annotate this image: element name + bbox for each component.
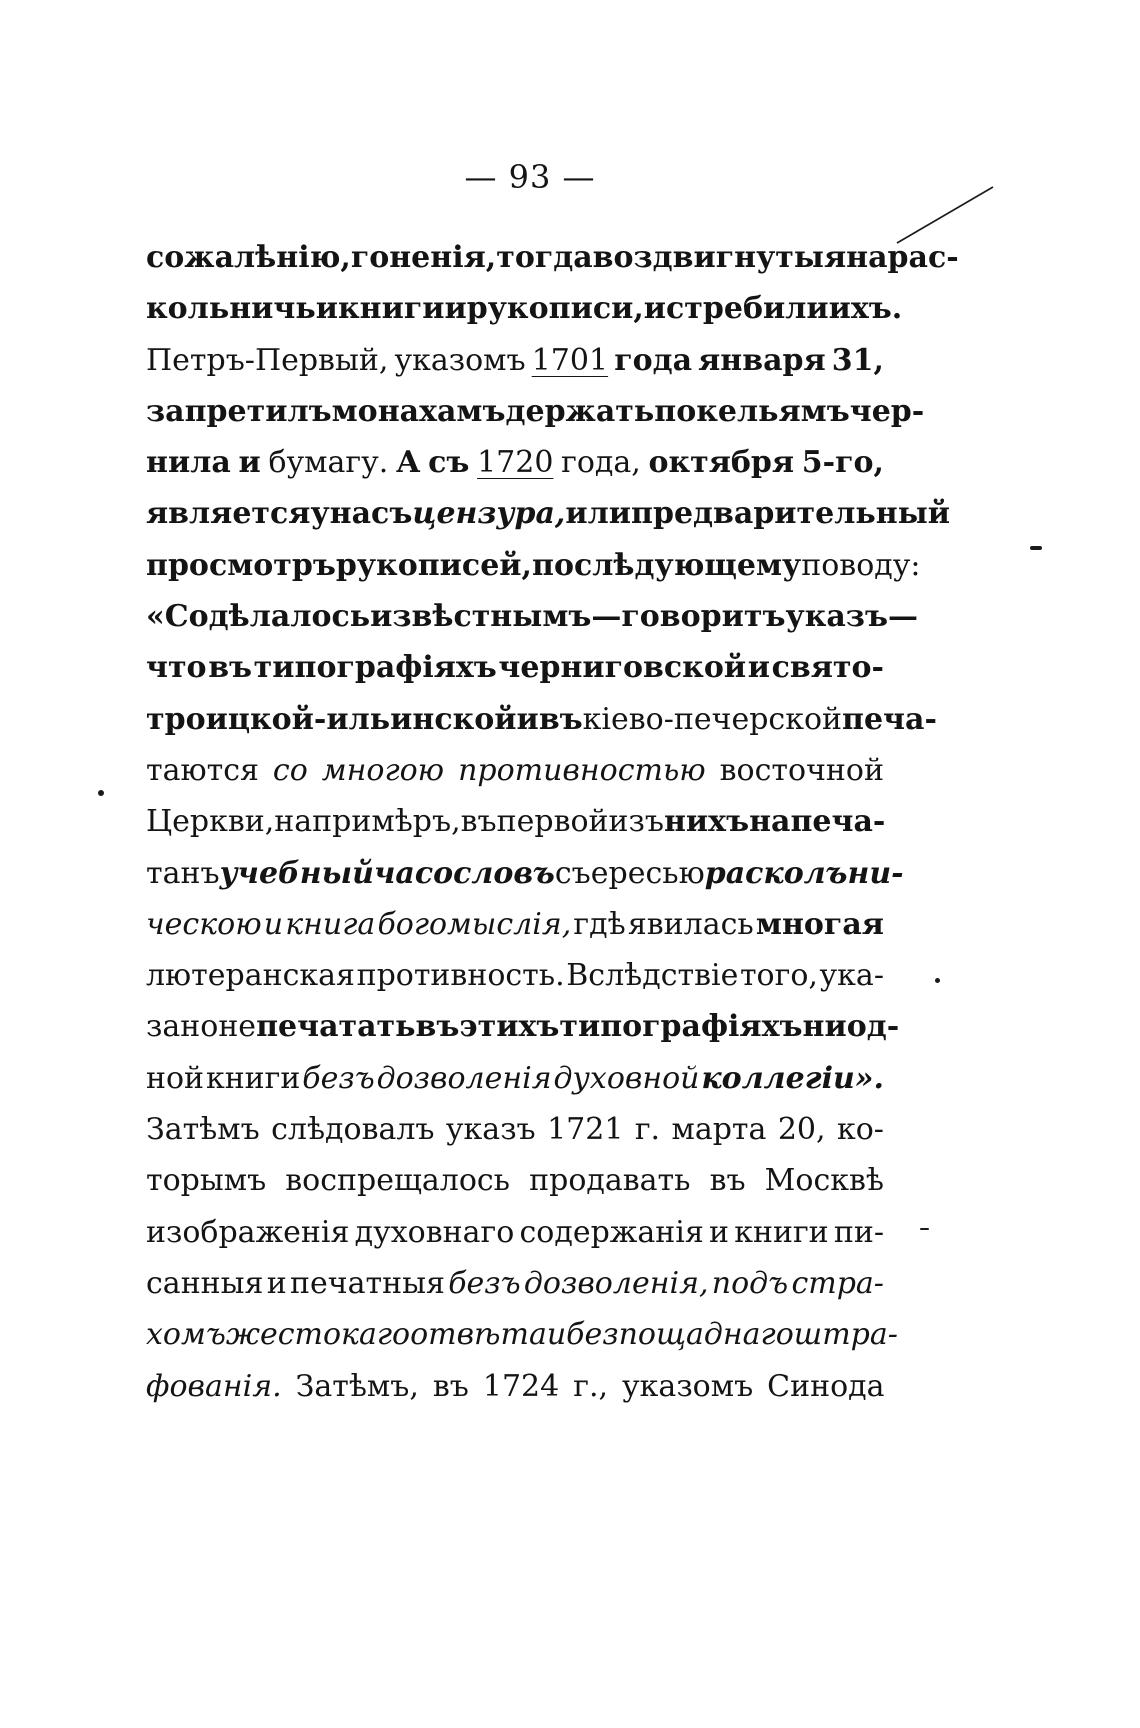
word: часословъ: [373, 855, 555, 891]
word: въ: [709, 1163, 746, 1199]
word: и: [238, 445, 261, 481]
text-line: [146, 848, 904, 899]
word: въ: [460, 804, 497, 840]
word: гоненія,: [350, 240, 497, 275]
word: пи-: [833, 1214, 884, 1250]
text-line: [146, 642, 884, 693]
word: нила: [146, 445, 231, 481]
body-text: [146, 232, 959, 1412]
text-line: [146, 1053, 884, 1104]
word: первой: [496, 804, 609, 840]
word: съ: [428, 445, 470, 481]
word: духовнаго: [354, 1214, 515, 1250]
word: 1701: [531, 342, 609, 378]
word: слѣдовалъ: [271, 1112, 435, 1148]
word: противность.: [356, 958, 565, 994]
text-line: [146, 488, 951, 539]
word: въ: [208, 650, 253, 686]
word: въ: [415, 1009, 460, 1045]
word: Синода: [767, 1368, 885, 1404]
word: воздвигнутыя: [592, 240, 847, 275]
word: держать: [505, 393, 655, 429]
word: фованія.: [146, 1368, 282, 1404]
ink-speck: [920, 1228, 929, 1230]
word: извѣстнымъ: [370, 599, 592, 635]
word: явилась: [627, 906, 754, 942]
word: подъ: [711, 1265, 789, 1301]
word: типографіяхъ: [559, 1009, 803, 1045]
word: печа-: [842, 701, 937, 737]
word: зано: [146, 1009, 219, 1045]
text-line: [146, 694, 937, 745]
word: и: [266, 1265, 287, 1301]
word: слѣдующему: [573, 547, 802, 583]
word: ука-: [819, 958, 884, 994]
word: у: [310, 496, 330, 532]
word: коллегіи».: [701, 1060, 884, 1096]
word: многая: [755, 906, 884, 942]
word: изъ: [608, 804, 664, 840]
word: поводу:: [801, 547, 921, 583]
word: дозволенія,: [523, 1265, 709, 1301]
ink-speck: [1030, 546, 1042, 550]
word: черниговской: [498, 650, 747, 686]
word: указъ: [445, 1112, 536, 1148]
word: книги: [337, 291, 445, 327]
word: 1724: [482, 1368, 560, 1404]
word: книга: [285, 906, 376, 942]
word: по: [654, 393, 697, 429]
text-line: [146, 1207, 884, 1258]
word: 20,: [777, 1112, 826, 1148]
word: 31,: [831, 342, 884, 378]
text-line: [146, 1001, 900, 1052]
word: указъ: [785, 599, 888, 635]
word: напеча-: [749, 804, 886, 840]
word: ной: [146, 1060, 205, 1096]
word: «Содѣлалось: [146, 599, 371, 635]
word: гдѣ: [573, 906, 626, 942]
word: рукописи,: [466, 291, 644, 327]
text-line: [146, 1309, 898, 1360]
word: Петръ-Первый,: [146, 342, 389, 378]
word: Церкви,: [146, 804, 275, 840]
word: ихъ.: [828, 291, 903, 327]
word: тогда: [496, 240, 593, 275]
word: печатныя: [290, 1265, 445, 1301]
word: говоритъ: [621, 599, 786, 635]
word: хомъ: [146, 1317, 226, 1353]
word: кельямъ: [696, 393, 850, 429]
ink-speck: [935, 978, 940, 983]
word: года,: [561, 445, 641, 481]
word: указомъ: [394, 342, 526, 378]
word: троицкой-ильинской: [146, 701, 517, 737]
word: и: [709, 1214, 729, 1250]
word: безъ: [302, 1060, 375, 1096]
word: —: [591, 599, 622, 635]
ink-speck: [98, 790, 104, 796]
word: штра-: [793, 1317, 898, 1353]
word: жестокаго: [225, 1317, 411, 1353]
word: Затѣмъ: [146, 1112, 260, 1148]
word: указомъ: [622, 1368, 754, 1404]
word: торымъ: [146, 1163, 267, 1199]
word: кіево-печерской: [582, 701, 843, 737]
word: въ: [538, 701, 583, 737]
word: безъ: [448, 1265, 521, 1301]
word: духовной: [553, 1060, 700, 1096]
word: ересью: [590, 855, 705, 891]
word: истребили: [643, 291, 829, 327]
word: отвѣта: [410, 1317, 547, 1353]
word: книги: [734, 1214, 829, 1250]
word: сожалѣнію,: [146, 240, 351, 275]
word: и: [546, 1317, 567, 1353]
word: санныя: [146, 1265, 264, 1301]
word: монахамъ: [331, 393, 506, 429]
word: ческою: [146, 906, 262, 942]
word: предварительный: [631, 496, 951, 532]
word: книги: [205, 1060, 301, 1096]
word: богомыслія,: [377, 906, 572, 942]
word: этихъ: [459, 1009, 560, 1045]
word: ко-: [836, 1112, 884, 1148]
word: г.: [634, 1112, 661, 1148]
word: просмотръ: [146, 547, 336, 583]
word: г.,: [573, 1368, 609, 1404]
word: рукописей,: [335, 547, 532, 583]
word: А: [395, 445, 421, 481]
text-line: [146, 1104, 884, 1155]
text-line: [146, 745, 884, 796]
text-line: [146, 232, 959, 283]
word: бумагу.: [268, 445, 389, 481]
word: танъ: [146, 855, 220, 891]
word: Вслѣдствіе: [566, 958, 739, 994]
word: рас-: [887, 240, 959, 275]
word: таются: [146, 752, 259, 788]
word: учебный: [219, 855, 374, 891]
page-number: — 93 —: [464, 158, 596, 196]
word: цензура,: [412, 496, 566, 532]
word: кольничьи: [146, 291, 338, 327]
word: является: [146, 496, 311, 532]
word: изображенія: [146, 1214, 350, 1250]
text-line: [146, 437, 884, 488]
word: 1721: [547, 1112, 624, 1148]
text-line: [146, 591, 918, 642]
word: воспрещалось: [285, 1163, 511, 1199]
text-line: [146, 1258, 884, 1309]
word: и: [516, 701, 539, 737]
word: не: [218, 1009, 257, 1045]
word: года: [614, 342, 693, 378]
word: октября: [648, 445, 795, 481]
word: печатать: [256, 1009, 416, 1045]
word: дозволенія: [376, 1060, 552, 1096]
text-line: [146, 899, 884, 950]
word: въ: [432, 1368, 469, 1404]
word: 1720: [477, 445, 554, 481]
word: 5-го,: [801, 445, 884, 481]
text-line: [146, 386, 925, 437]
text-line: [146, 540, 921, 591]
word: нихъ: [663, 804, 750, 840]
word: Москвѣ: [764, 1163, 884, 1199]
word: запретилъ: [146, 393, 332, 429]
word: од-: [846, 1009, 900, 1045]
word: продавать: [529, 1163, 691, 1199]
word: насъ: [329, 496, 413, 532]
text-line: [146, 950, 884, 1001]
word: ни: [802, 1009, 847, 1045]
word: расколъни-: [704, 855, 904, 891]
word: съ: [554, 855, 591, 891]
text-line: [146, 1155, 884, 1206]
word: и: [444, 291, 467, 327]
word: лютеранская: [146, 958, 355, 994]
word: на: [846, 240, 888, 275]
word: напримѣръ,: [274, 804, 461, 840]
word: противностью: [458, 752, 706, 788]
word: безпощаднаго: [566, 1317, 794, 1353]
text-line: [146, 335, 884, 386]
word: восточной: [719, 752, 884, 788]
word: —: [887, 599, 918, 635]
word: типографіяхъ: [253, 650, 497, 686]
word: многою: [321, 752, 445, 788]
word: и: [263, 906, 284, 942]
text-line: [146, 283, 903, 334]
word: марта: [671, 1112, 767, 1148]
word: свято-: [771, 650, 884, 686]
word: стра-: [791, 1265, 884, 1301]
word: со: [272, 752, 308, 788]
word: Затѣмъ,: [295, 1368, 419, 1404]
word: по: [531, 547, 574, 583]
word: того,: [739, 958, 818, 994]
word: и: [747, 650, 770, 686]
text-line: [146, 1361, 884, 1412]
word: содержанія: [519, 1214, 704, 1250]
word: чер-: [849, 393, 925, 429]
word: января: [698, 342, 826, 378]
word: что: [146, 650, 207, 686]
text-line: [146, 796, 884, 847]
word: или: [565, 496, 632, 532]
